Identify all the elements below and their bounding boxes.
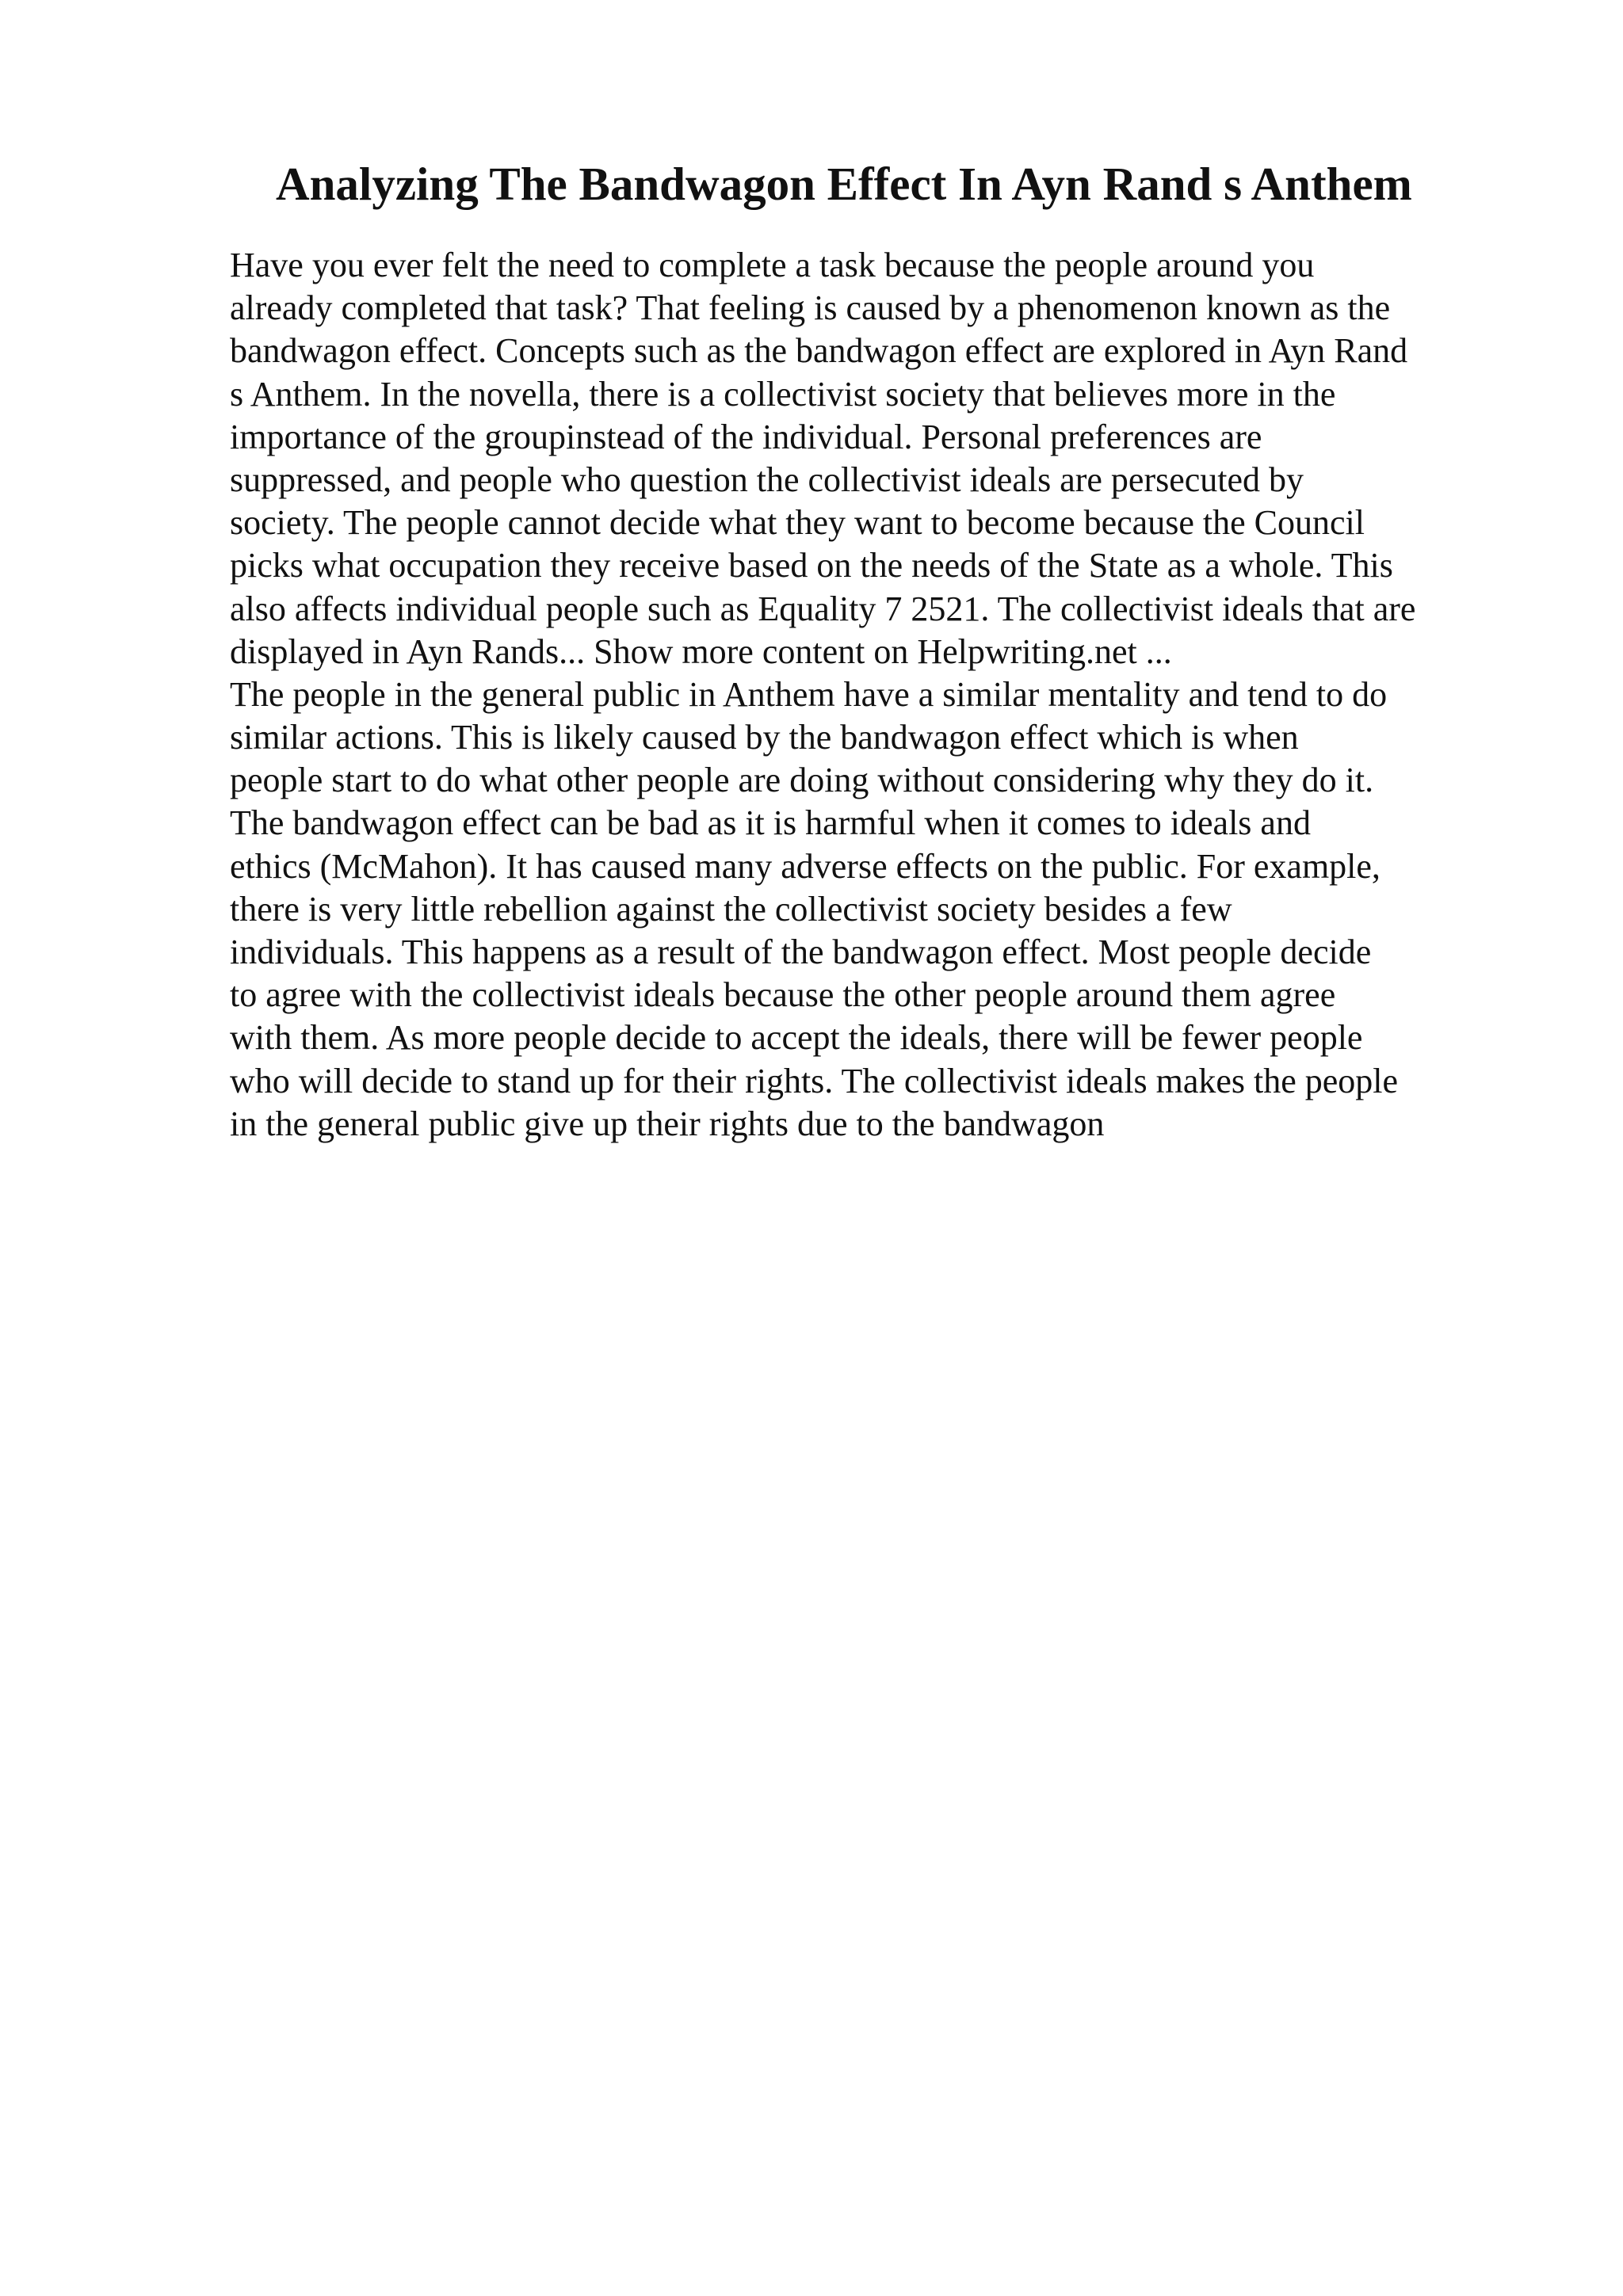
body-line: similar actions. This is likely caused by the bandwagon effect which is when [230, 718, 1299, 757]
body-line: individuals. This happens as a result of the bandwagon effect. Most people decide [230, 933, 1372, 971]
body-line-show-more: displayed in Ayn Rands... Show more content on Helpwriting.net ... [230, 631, 1172, 671]
body-line: importance of the groupinstead of the individual. Personal preferences are [230, 417, 1262, 456]
body-line: also affects individual people such as Equality 7 2521. The collectivist ideals that are [230, 589, 1416, 628]
body-line: society. The people cannot decide what they want to become because the Council [230, 503, 1365, 543]
body-line: picks what occupation they receive based on the needs of the State as a whole. This [230, 546, 1393, 585]
document-body [230, 244, 1514, 1146]
body-line: people start to do what other people are doing without considering why they do it. [230, 761, 1374, 800]
body-line: already completed that task? That feeling is caused by a phenomenon known as the [230, 288, 1391, 328]
body-line: Have you ever felt the need to complete a task because the people around you [230, 246, 1315, 284]
body-line: with them. As more people decide to accept the ideals, there will be fewer people [230, 1018, 1363, 1058]
body-line: to agree with the collectivist ideals because the other people around them agree [230, 975, 1336, 1015]
body-line: ethics (McMahon). It has caused many adverse effects on the public. For example, [230, 846, 1381, 886]
body-line: suppressed, and people who question the collectivist ideals are persecuted by [230, 460, 1304, 499]
body-line: s Anthem. In the novella, there is a collectivist society that believes more in the [230, 374, 1336, 414]
body-line: in the general public give up their rights due to the bandwagon [230, 1104, 1105, 1143]
body-line: who will decide to stand up for their rights. The collectivist ideals makes the people [230, 1061, 1399, 1100]
body-line: The people in the general public in Anthem have a similar mentality and tend to do [230, 674, 1388, 714]
body-line: there is very little rebellion against the collectivist society besides a few [230, 889, 1232, 929]
body-line: bandwagon effect. Concepts such as the bandwagon effect are explored in Ayn Rand [230, 331, 1408, 371]
document-title: Analyzing The Bandwagon Effect In Ayn Rand s Anthem [276, 158, 1412, 210]
body-line: The bandwagon effect can be bad as it is harmful when it comes to ideals and [230, 803, 1311, 843]
